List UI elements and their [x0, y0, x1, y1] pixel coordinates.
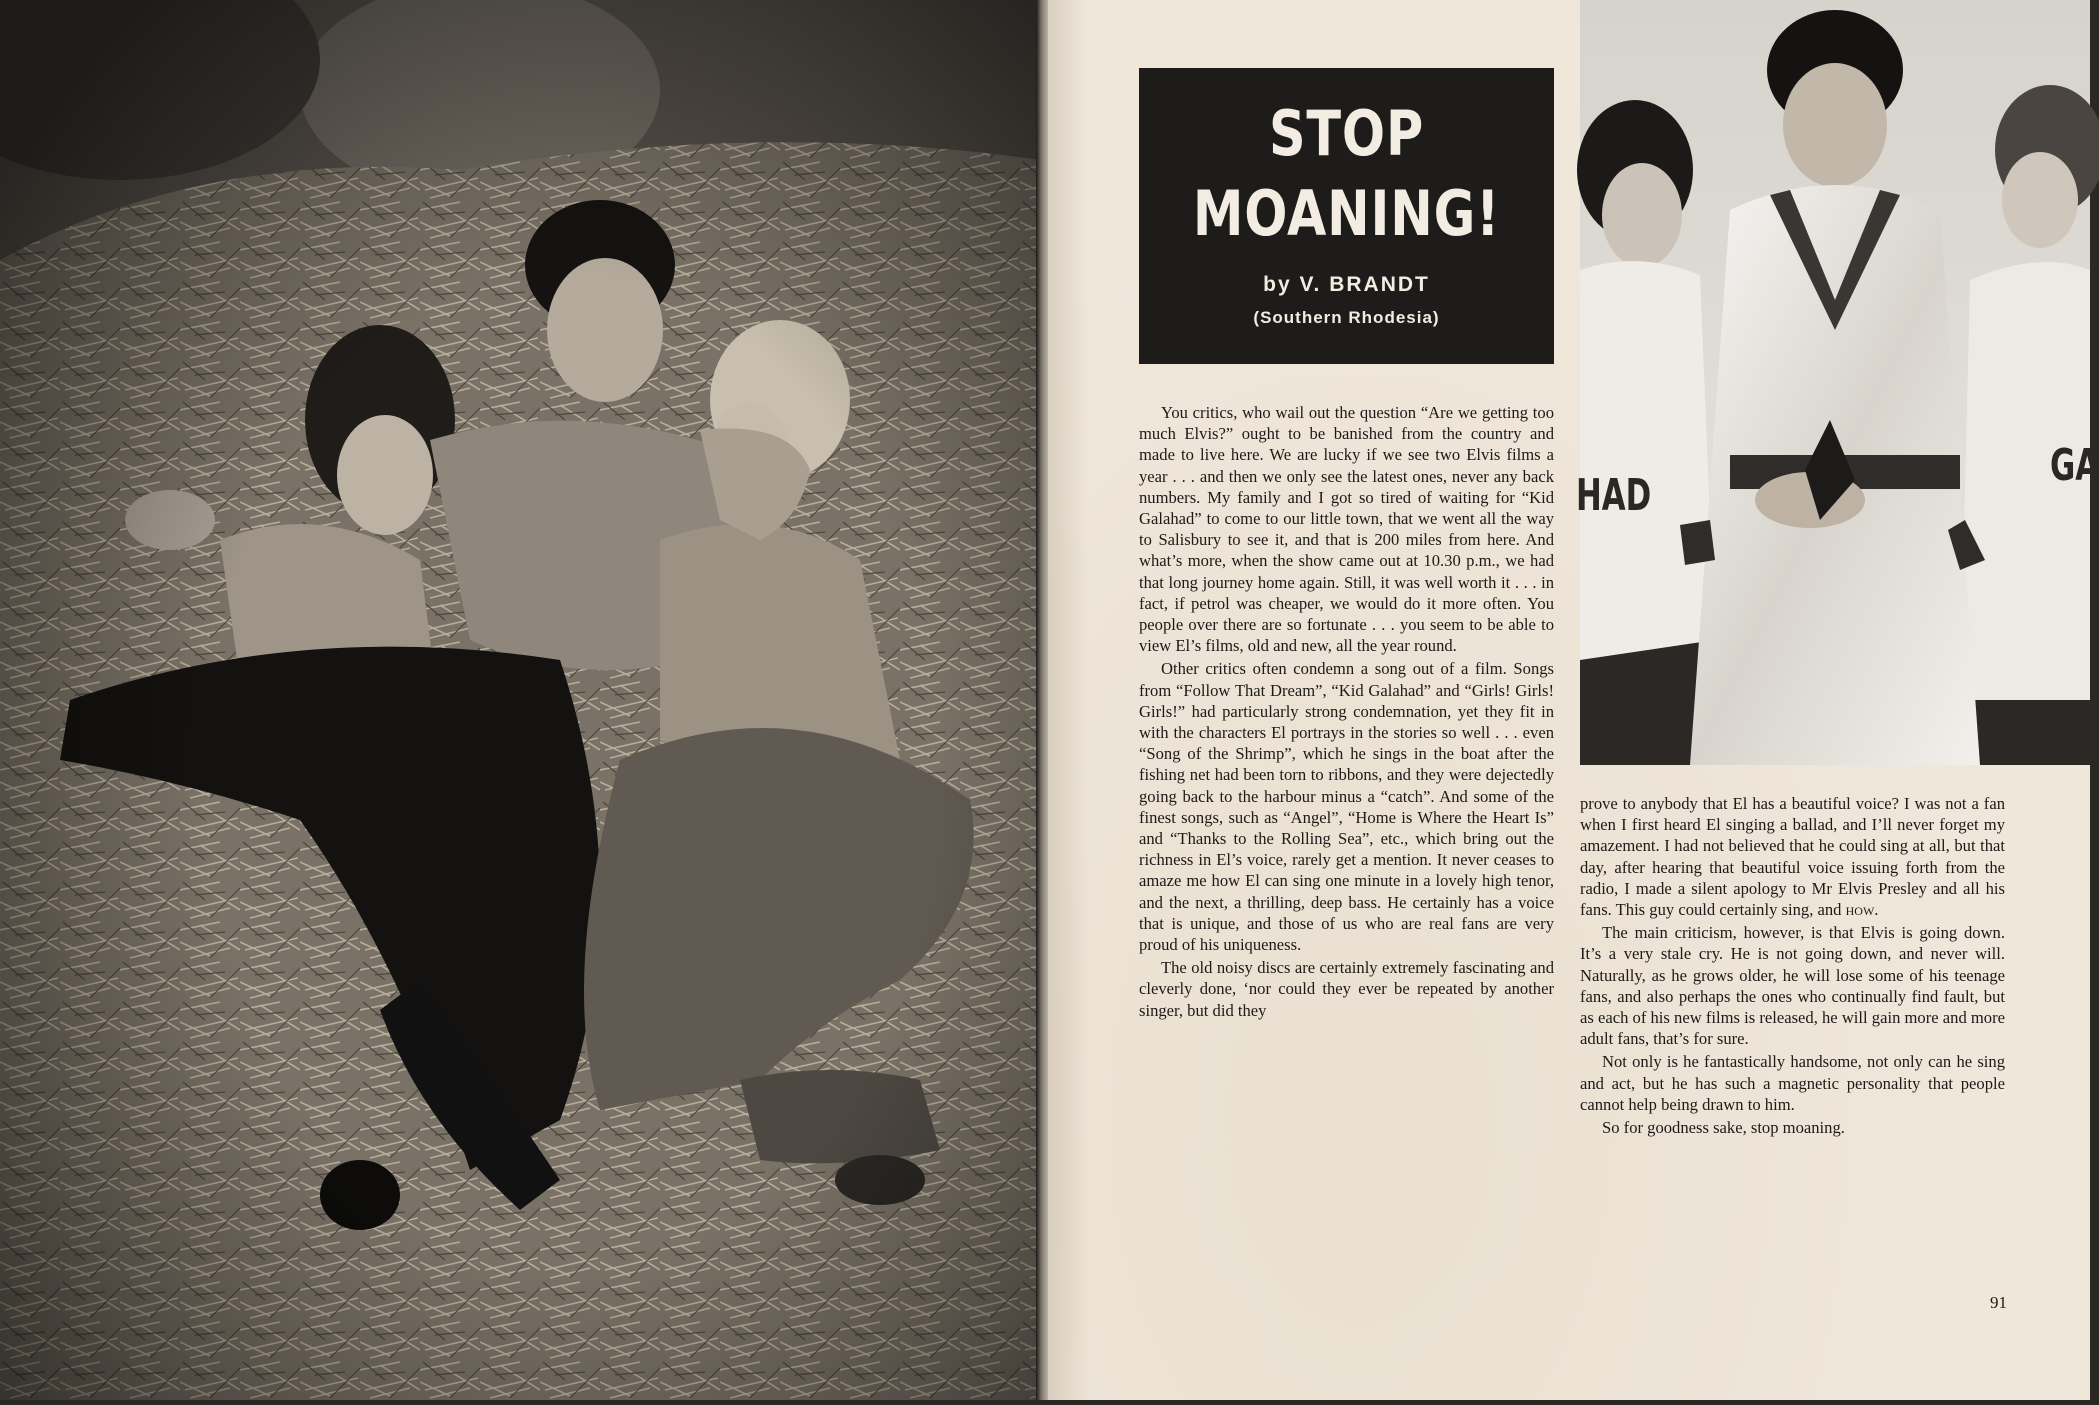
author-byline: by V. BRANDT — [1263, 273, 1430, 296]
left-page-photo — [0, 0, 1040, 1400]
right-page — [1048, 0, 2099, 1400]
robe-lettering-right: GA — [2050, 440, 2099, 491]
page-number: 91 — [1990, 1293, 2007, 1312]
portrait-photo — [1576, 0, 2099, 765]
paragraph-2: Other critics often condemn a song out of a film. Songs from “Follow That Dream”, “Kid Galahad” and “Girls! Girls! Girls!” had particularly strong condemnation, yet they fit in with the characters El portrays in the stories so well . . . even “Song of the Shrimp”, which he sings in the boat after the fishing net had been torn to ribbons, and they were dejectedly going back to the harbour minus a “catch”. And some of the finest songs, such as “Angel”, “Home is Where the Heart Is” and “Thanks to the Rolling Sea”, etc., which bring out the richness in El’s voice, rarely get a mention. It never ceases to amaze me how El can sing one minute in a lovely high tenor, and the next, a thrilling, deep bass. He certainly has a voice that is unique, and those of us who are real fans are very proud of his uniqueness. — [1139, 659, 1554, 955]
paragraph-3-continued — [1580, 793, 2005, 920]
robe-lettering-left: HAD — [1576, 470, 1652, 521]
article-column-2 — [1580, 793, 2005, 1138]
title-box — [1139, 68, 1554, 364]
article-column-1 — [1139, 402, 1554, 1021]
author-location: (Southern Rhodesia) — [1253, 308, 1440, 327]
paragraph-1: You critics, who wail out the question “Are we getting too much Elvis?” ought to be banished from the country and made to live here. We are lucky if we see two Elvis films a year . . . and then we only see the latest ones, never any back numbers. My family and I got so tired of waiting for “Kid Galahad” to come to our little town, that we went all the way to Salisbury to see it, and that is 200 miles from here. And what’s more, when the show came out at 10.30 p.m., we had that long journey home again. Still, it was well worth it . . . in fact, if petrol was cheaper, we would do it more often. You people over there are so fortunate . . . you seem to be able to view El’s films, old and new, all the year round. — [1139, 403, 1554, 656]
emphasis-how: how. — [1845, 900, 1879, 920]
headline-line-1: STOP — [1268, 97, 1425, 170]
headline-line-2: MOANING! — [1192, 177, 1501, 250]
paragraph-3: The old noisy discs are certainly extremely fascinating and cleverly done, ‘nor could they ever be repeated by another singer, but did they — [1139, 958, 1554, 1020]
paragraph-4: The main criticism, however, is that Elvis is going down. It’s a very stale cry. He is not going down, and never will. Naturally, as he grows older, he will lose some of his teenage fans, and also perhaps the ones who continually find fault, but as each of his new films is released, he will gain more and more adult fans, that’s for sure. — [1580, 923, 2005, 1049]
paragraph-6: So for goodness sake, stop moaning. — [1602, 1118, 1845, 1138]
paragraph-3-continued-text: prove to anybody that El has a beautiful voice? I was not a fan when I first heard El singing a ballad, and I’ll never forget my amazement. I had not believed that he could sing at all, but that day, after hearing that beautiful voice issuing forth from the radio, I made a silent apology to Mr Elvis Presley and all his fans. This guy could certainly sing, and — [1580, 794, 2005, 920]
paragraph-5: Not only is he fantastically handsome, not only can he sing and act, but he has such a magnetic personality that people cannot help being drawn to him. — [1580, 1052, 2005, 1114]
hay-scene-illustration — [0, 0, 1040, 1400]
robe-scene-illustration — [1580, 0, 2090, 765]
